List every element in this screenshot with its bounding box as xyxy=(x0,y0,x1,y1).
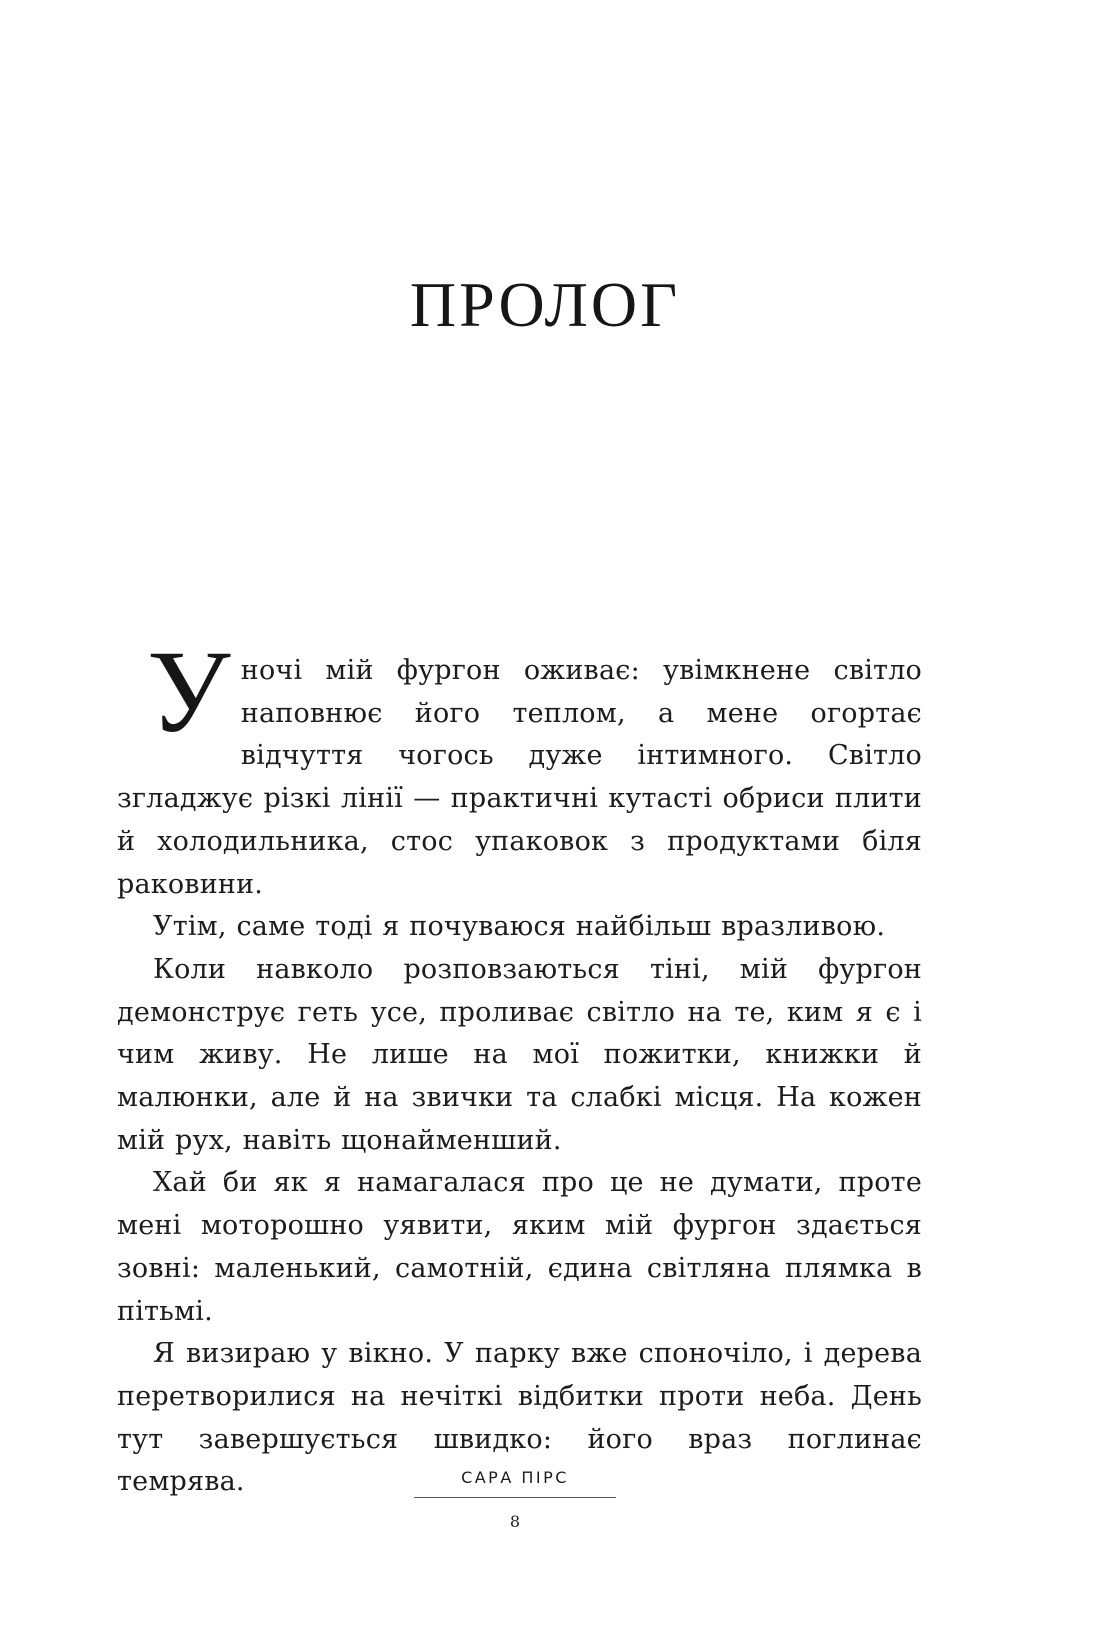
paragraph-4: Хай би як я намагалася про це не думати, проте мені моторошно уявити, яким мій фургон здається зовні: маленький, самотній, єдина світляна плямка в пітьмі. xyxy=(117,1167,922,1327)
paragraph-5: Я визираю у вікно. У парку вже споночіло, і дерева перетворилися на нечіткі відбитки проти неба. День тут завершується швидко: його враз поглинає темрява. xyxy=(117,1338,922,1498)
page-footer xyxy=(0,1468,1030,1531)
paragraph-3: Коли навколо розповзаються тіні, мій фургон демонструє геть усе, проливає світло на те, ким я є і чим живу. Не лише на мої пожитки, книжки й малюнки, але й на звички та слабкі місця. На кожен мій рух, навіть щонайменший. xyxy=(117,953,922,1156)
paragraph-1 xyxy=(117,626,922,906)
paragraph-1-text: ночі мій фургон оживає: увімкнене світло наповнює його теплом, а мене огортає відчуття чогось дуже інтимного. Світло згладжує різкі лінії — практичні кутасті обриси плити й холодильника, стос упаковок з продуктами біля раковини. xyxy=(117,655,922,900)
page-number: 8 xyxy=(509,1512,521,1531)
footer-divider xyxy=(414,1497,616,1498)
chapter-title: ПРОЛОГ xyxy=(409,269,681,340)
drop-cap: У xyxy=(147,626,231,757)
paragraph-2: Утім, саме тоді я почуваюся найбільш вразливою. xyxy=(153,911,886,943)
body-text xyxy=(117,626,922,1504)
running-head-author: САРА ПІРС xyxy=(461,1468,569,1487)
